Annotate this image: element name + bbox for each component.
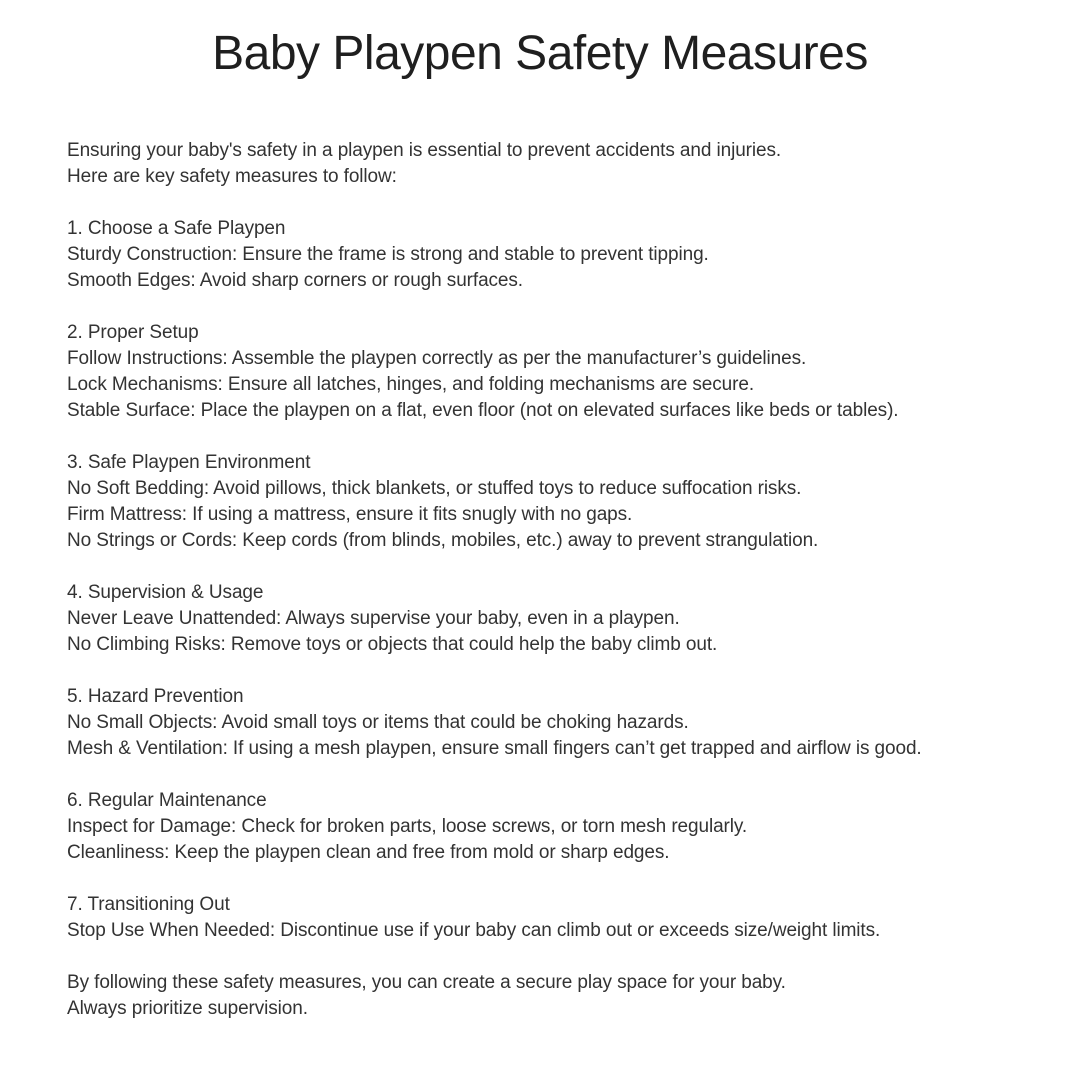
section-heading: 3. Safe Playpen Environment [67,452,311,473]
text-line: No Soft Bedding: Avoid pillows, thick blankets, or stuffed toys to reduce suffocation risks. [67,478,802,499]
text-line: Never Leave Unattended: Always supervise your baby, even in a playpen. [67,608,680,629]
intro-paragraph [67,138,922,190]
text-line: Sturdy Construction: Ensure the frame is strong and stable to prevent tipping. [67,244,709,265]
text-line: Smooth Edges: Avoid sharp corners or rough surfaces. [67,270,523,291]
section-regular-maintenance [67,788,922,866]
text-line: Mesh & Ventilation: If using a mesh playpen, ensure small fingers can’t get trapped and airflow is good. [67,738,922,759]
section-safe-environment [67,450,922,554]
text-line: Stop Use When Needed: Discontinue use if your baby can climb out or exceeds size/weight limits. [67,920,881,941]
section-hazard-prevention [67,684,922,762]
section-heading: 4. Supervision & Usage [67,582,264,603]
text-line: Firm Mattress: If using a mattress, ensure it fits snugly with no gaps. [67,504,633,525]
text-line: By following these safety measures, you can create a secure play space for your baby. [67,972,786,993]
closing-paragraph [67,970,922,1022]
text-line: No Climbing Risks: Remove toys or objects that could help the baby climb out. [67,634,718,655]
section-heading: 1. Choose a Safe Playpen [67,218,286,239]
section-heading: 6. Regular Maintenance [67,790,267,811]
text-line: Here are key safety measures to follow: [67,166,397,187]
section-heading: 7. Transitioning Out [67,894,230,915]
text-line: Always prioritize supervision. [67,998,308,1019]
text-line: Ensuring your baby's safety in a playpen is essential to prevent accidents and injuries. [67,140,782,161]
section-heading: 5. Hazard Prevention [67,686,244,707]
text-line: Lock Mechanisms: Ensure all latches, hinges, and folding mechanisms are secure. [67,374,755,395]
document-body [67,138,922,1022]
text-line: Inspect for Damage: Check for broken parts, loose screws, or torn mesh regularly. [67,816,748,837]
text-line: Cleanliness: Keep the playpen clean and free from mold or sharp edges. [67,842,670,863]
section-choose-safe-playpen [67,216,922,294]
text-line: Follow Instructions: Assemble the playpen correctly as per the manufacturer’s guidelines. [67,348,807,369]
section-transitioning-out [67,892,922,944]
text-line: No Small Objects: Avoid small toys or items that could be choking hazards. [67,712,689,733]
section-heading: 2. Proper Setup [67,322,199,343]
text-line: No Strings or Cords: Keep cords (from blinds, mobiles, etc.) away to prevent strangulation. [67,530,819,551]
section-proper-setup [67,320,922,424]
section-supervision-usage [67,580,922,658]
page-title: Baby Playpen Safety Measures [212,27,868,80]
text-line: Stable Surface: Place the playpen on a flat, even floor (not on elevated surfaces like beds or tables). [67,400,899,421]
